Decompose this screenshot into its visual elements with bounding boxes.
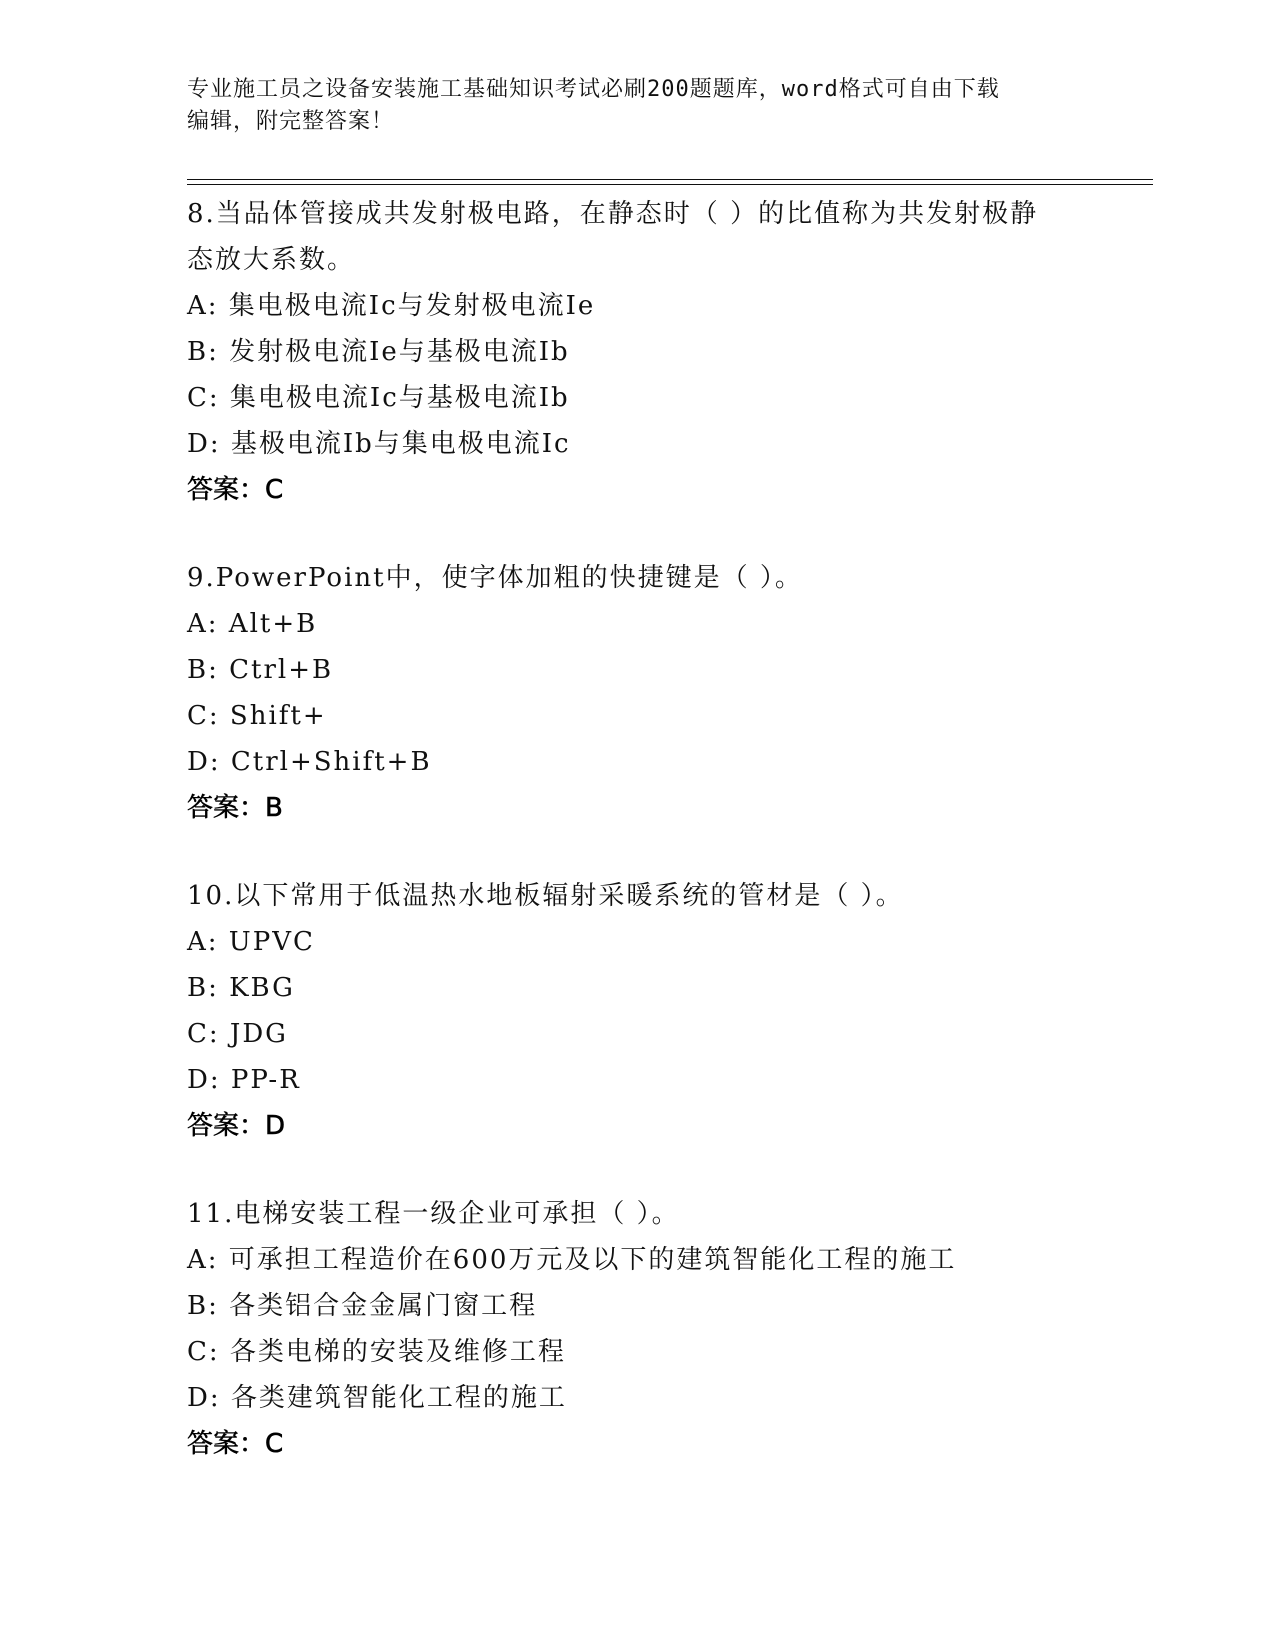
option-a: A: UPVC <box>187 927 315 957</box>
option-a: A: Alt+B <box>187 609 318 639</box>
option-b: B: Ctrl+B <box>187 655 334 685</box>
document-header <box>187 74 1087 138</box>
option-d: D: PP-R <box>187 1065 301 1095</box>
question-text-continued: 态放大系数。 <box>187 245 356 275</box>
answer: 答案：C <box>187 475 284 505</box>
answer: 答案：B <box>187 793 283 823</box>
option-a: A: 集电极电流Ic与发射极电流Ie <box>187 291 596 321</box>
question-text: 8.当品体管接成共发射极电路，在静态时（ ）的比值称为共发射极静 <box>187 199 1039 229</box>
header-divider-top <box>187 179 1153 180</box>
option-c: C: 各类电梯的安装及维修工程 <box>187 1337 566 1367</box>
option-c: C: 集电极电流Ic与基极电流Ib <box>187 383 570 413</box>
option-d: D: 各类建筑智能化工程的施工 <box>187 1383 567 1413</box>
question-text: 10.以下常用于低温热水地板辐射采暖系统的管材是（ ）。 <box>187 881 904 911</box>
option-d: D: Ctrl+Shift+B <box>187 747 432 777</box>
answer: 答案：D <box>187 1111 286 1141</box>
question-text: 11.电梯安装工程一级企业可承担（ ）。 <box>187 1199 680 1229</box>
option-d: D: 基极电流Ib与集电极电流Ic <box>187 429 571 459</box>
option-b: B: KBG <box>187 973 295 1003</box>
option-a: A: 可承担工程造价在600万元及以下的建筑智能化工程的施工 <box>187 1245 957 1275</box>
question-text: 9.PowerPoint中，使字体加粗的快捷键是（ ）。 <box>187 563 803 593</box>
header-divider-bottom <box>187 184 1153 185</box>
option-c: C: JDG <box>187 1019 288 1049</box>
header-line-2: 编辑，附完整答案！ <box>187 109 395 134</box>
answer: 答案：C <box>187 1429 284 1459</box>
option-b: B: 各类铝合金金属门窗工程 <box>187 1291 538 1321</box>
option-b: B: 发射极电流Ie与基极电流Ib <box>187 337 570 367</box>
option-c: C: Shift+ <box>187 701 327 731</box>
question-8 <box>187 191 1087 513</box>
question-10 <box>187 873 1087 1149</box>
question-list <box>187 191 1087 1509</box>
question-9 <box>187 555 1087 831</box>
header-line-1: 专业施工员之设备安装施工基础知识考试必刷200题题库，word格式可自由下载 <box>187 77 1000 102</box>
question-11 <box>187 1191 1087 1467</box>
